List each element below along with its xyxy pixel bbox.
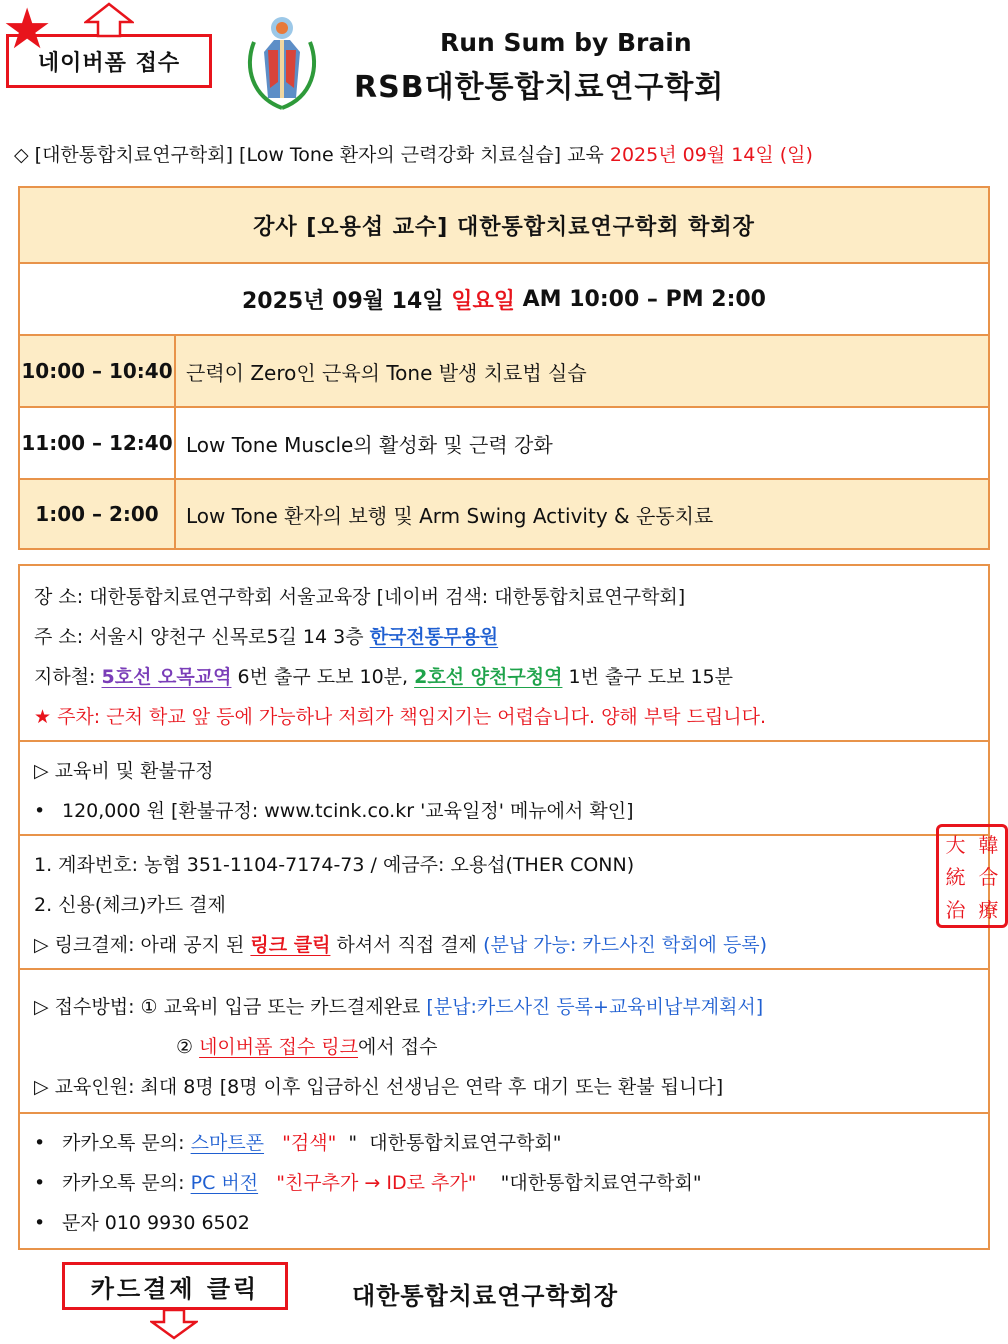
parking-notice: ★ 주차: 근처 학교 앞 등에 가능하나 저희가 책임지기는 어렵습니다. 양해 부탁 드립니다. xyxy=(34,706,767,728)
notice-text: ◇ [대한통합치료연구학회] [Low Tone 환자의 근력강화 치료실습] 교육 xyxy=(14,144,610,166)
session-row xyxy=(20,336,988,408)
kakao-mobile-link[interactable]: 스마트폰 xyxy=(190,1132,265,1154)
address-text: 주 소: 서울시 양천구 신목로5길 14 3층 xyxy=(34,626,370,648)
address-line xyxy=(34,622,498,649)
seal-char: 韓 xyxy=(978,832,999,857)
sms-line xyxy=(34,1208,250,1235)
payment-account: 1. 계좌번호: 농협 351-1104-7174-73 / 예금주: 오용섭(THER CONN) xyxy=(34,854,635,876)
place-line: 장 소: 대한통합치료연구학회 서울교육장 [네이버 검색: 대한통합치료연구학회] xyxy=(34,586,686,608)
address-link[interactable]: 한국전통무용원 xyxy=(369,626,499,648)
logo-icon xyxy=(244,12,320,110)
session-row xyxy=(20,480,988,548)
subway-line xyxy=(34,662,733,689)
session-time: 10:00 – 10:40 xyxy=(20,336,176,406)
bullet-icon: • xyxy=(34,1212,46,1234)
kakao-pc-name: "대한통합치료연구학회" xyxy=(476,1172,702,1194)
registration-method xyxy=(34,992,763,1019)
sms-text: 문자 010 9930 6502 xyxy=(62,1212,250,1234)
subway-label: 지하철: xyxy=(34,666,102,688)
kakao-mobile-search: "검색" xyxy=(264,1132,337,1154)
star-icon: ★ xyxy=(2,0,53,62)
naver-form-label: 네이버폼 접수 xyxy=(37,50,181,76)
session-row xyxy=(20,408,988,480)
notice-date: 2025년 09월 14일 (일) xyxy=(609,144,813,166)
bullet-icon: • xyxy=(34,1132,46,1154)
naver-form-link[interactable]: 네이버폼 접수 링크 xyxy=(199,1036,358,1058)
schedule-table xyxy=(18,186,990,550)
payment-card: 2. 신용(체크)카드 결제 xyxy=(34,894,226,916)
footer-signature: 대한통합치료연구학회장 xyxy=(352,1282,619,1310)
session-title: Low Tone Muscle의 활성화 및 근력 강화 xyxy=(186,432,553,457)
date-time: AM 10:00 – PM 2:00 xyxy=(522,286,766,312)
payment-link[interactable]: 링크 클릭 xyxy=(250,934,331,956)
info-box xyxy=(18,564,990,1250)
capacity-line: ▷ 교육인원: 최대 8명 [8명 이후 입금하신 선생님은 연락 후 대기 또는 환불 됩니다] xyxy=(34,1076,724,1098)
kakao-mobile-name: " 대한통합치료연구학회" xyxy=(336,1132,562,1154)
registration-method-text: ▷ 접수방법: ① 교육비 입금 또는 카드결제완료 xyxy=(34,996,427,1018)
payment-section xyxy=(20,836,988,970)
payment-link-line xyxy=(34,930,767,957)
session-time: 1:00 – 2:00 xyxy=(20,480,176,548)
kakao-pc-add: "친구추가 → ID로 추가" xyxy=(258,1172,477,1194)
bullet-icon: • xyxy=(34,800,46,822)
registration-step2 xyxy=(176,1032,437,1059)
contact-section xyxy=(20,1114,988,1248)
subway-mid-text: 6번 출구 도보 10분, xyxy=(231,666,415,688)
location-section xyxy=(20,566,988,742)
card-payment-button[interactable] xyxy=(62,1262,288,1310)
society-seal xyxy=(936,824,1008,928)
lecturer-row xyxy=(20,188,988,264)
seal-char: 療 xyxy=(978,898,999,923)
registration-step2-text: 에서 접수 xyxy=(358,1036,438,1058)
subway-line5-link[interactable]: 5호선 오목교역 xyxy=(101,666,232,688)
card-payment-label: 카드결제 클릭 xyxy=(90,1274,260,1303)
date-row xyxy=(20,264,988,336)
kakao-mobile-line xyxy=(34,1128,562,1155)
date-text: 2025년 09월 14일 xyxy=(242,288,444,314)
payment-link-mid: 하셔서 직접 결제 xyxy=(330,934,484,956)
registration-step2-num: ② xyxy=(176,1036,200,1058)
lecturer-text: 강사 [오용섭 교수] 대한통합치료연구학회 학회장 xyxy=(253,214,755,240)
subway-post-text: 1번 출구 도보 15분 xyxy=(562,666,734,688)
kakao-pc-line xyxy=(34,1168,702,1195)
seal-char: 合 xyxy=(978,865,999,890)
arrow-up-icon xyxy=(84,2,134,38)
payment-link-label: ▷ 링크결제: 아래 공지 된 xyxy=(34,934,251,956)
bullet-icon: • xyxy=(34,1172,46,1194)
kakao-pc-label: 카카오톡 문의: xyxy=(62,1172,191,1194)
session-time: 11:00 – 12:40 xyxy=(20,408,176,478)
registration-method-note: [분납:카드사진 등록+교육비납부계획서] xyxy=(426,996,764,1018)
course-notice xyxy=(14,140,813,167)
seal-char: 治 xyxy=(945,898,966,923)
kakao-mobile-label: 카카오톡 문의: xyxy=(62,1132,191,1154)
title-english: Run Sum by Brain xyxy=(440,28,692,57)
arrow-down-icon xyxy=(150,1308,198,1340)
kakao-pc-link[interactable]: PC 버전 xyxy=(190,1172,259,1194)
fee-section xyxy=(20,742,988,836)
subway-line2-link[interactable]: 2호선 양천구청역 xyxy=(414,666,563,688)
date-day: 일요일 xyxy=(451,288,515,314)
seal-char: 統 xyxy=(945,865,966,890)
session-title: Low Tone 환자의 보행 및 Arm Swing Activity & 운동치료 xyxy=(186,503,714,528)
fee-heading: ▷ 교육비 및 환불규정 xyxy=(34,760,214,782)
title-korean: RSB대한통합치료연구학회 xyxy=(354,70,725,105)
session-title: 근력이 Zero인 근육의 Tone 발생 치료법 실습 xyxy=(186,360,587,385)
registration-section xyxy=(20,970,988,1114)
fee-detail xyxy=(34,796,634,823)
payment-link-note: (분납 가능: 카드사진 학회에 등록) xyxy=(483,934,768,956)
seal-char: 大 xyxy=(945,832,966,857)
fee-detail-text: 120,000 원 [환불규정: www.tcink.co.kr '교육일정' 메뉴에서 확인] xyxy=(62,800,634,822)
